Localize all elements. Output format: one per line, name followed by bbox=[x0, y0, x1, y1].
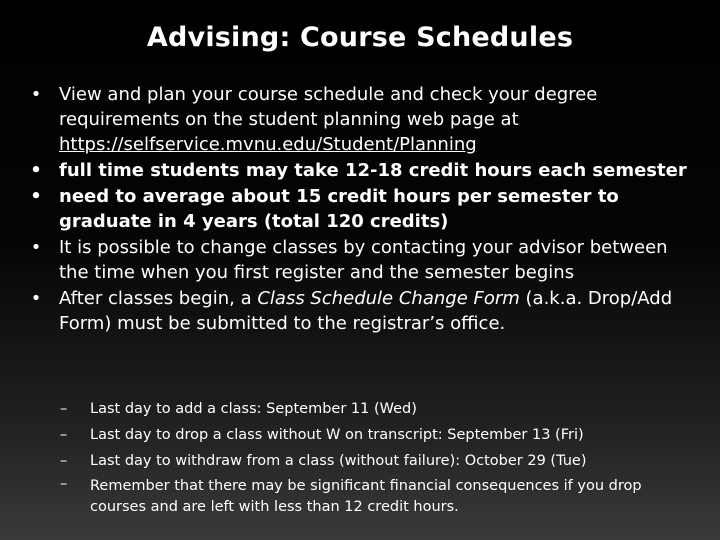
deadline-drop-class bbox=[60, 422, 700, 448]
bullet-text: need to average about 15 credit hours per semester to graduate in 4 years (total 120 credits) bbox=[59, 186, 619, 232]
bullet-list bbox=[28, 82, 698, 337]
warning-text: Remember that there may be significant financial consequences if you drop courses and are left with less than 12 credit hours. bbox=[90, 478, 642, 515]
dash-marker: – bbox=[60, 453, 68, 469]
dash-marker: – bbox=[60, 427, 68, 443]
bullet-text-post: (a.k.a. Drop/Add Form) must be submitted to the registrar’s office. bbox=[59, 288, 673, 334]
bullet-student-planning bbox=[28, 82, 698, 157]
bullet-marker: • bbox=[30, 160, 42, 181]
slide-title: Advising: Course Schedules bbox=[146, 22, 574, 53]
deadline-text: Last day to withdraw from a class (without failure): October 29 (Tue) bbox=[90, 453, 587, 469]
bullet-change-form bbox=[28, 286, 698, 336]
bullet-change-classes bbox=[28, 235, 698, 285]
form-name: Class Schedule Change Form bbox=[257, 288, 520, 309]
bullet-text: It is possible to change classes by contacting your advisor between the time when you first register and the semester begins bbox=[59, 237, 668, 283]
bullet-average-credits bbox=[28, 184, 698, 234]
deadline-text: Last day to drop a class without W on transcript: September 13 (Fri) bbox=[90, 427, 584, 443]
bullet-marker: • bbox=[30, 186, 42, 207]
bullet-marker: • bbox=[30, 288, 42, 309]
deadline-text: Last day to add a class: September 11 (Wed) bbox=[90, 401, 417, 417]
bullet-marker: • bbox=[30, 237, 42, 258]
deadline-list bbox=[60, 396, 700, 518]
deadline-add-class bbox=[60, 396, 700, 422]
bullet-text: full time students may take 12-18 credit hours each semester bbox=[59, 160, 687, 181]
financial-warning bbox=[60, 474, 700, 518]
dash-marker: – bbox=[60, 476, 68, 492]
dash-marker: – bbox=[60, 401, 68, 417]
bullet-text: View and plan your course schedule and check your degree requirements on the student planning web page at bbox=[59, 84, 598, 130]
bullet-text-pre: After classes begin, a bbox=[59, 288, 258, 309]
bullet-full-time-credits bbox=[28, 158, 698, 183]
bullet-marker: • bbox=[30, 84, 42, 105]
student-planning-link[interactable]: https://selfservice.mvnu.edu/Student/Planning bbox=[59, 134, 477, 155]
deadline-withdraw bbox=[60, 448, 700, 474]
